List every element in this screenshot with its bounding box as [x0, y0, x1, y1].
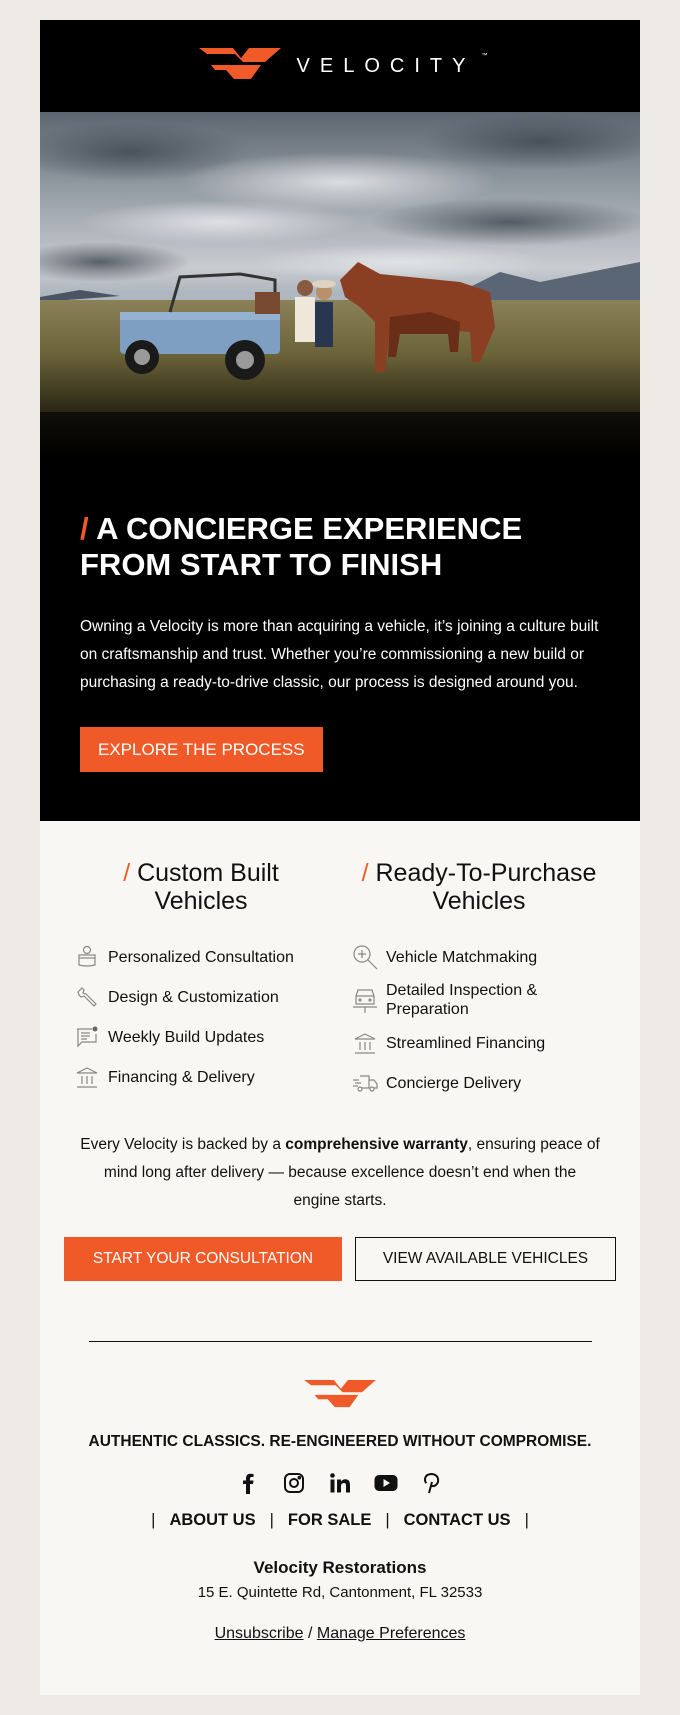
manage-preferences-link[interactable]: Manage Preferences: [316, 1625, 466, 1642]
ready-feature-list: [340, 937, 618, 1103]
trademark: ™: [481, 52, 488, 59]
view-vehicles-button[interactable]: VIEW AVAILABLE VEHICLES: [355, 1237, 616, 1281]
for-sale-link[interactable]: FOR SALE: [287, 1511, 372, 1529]
list-item: Detailed Inspection & Preparation: [340, 977, 618, 1023]
footer-tagline: AUTHENTIC CLASSICS. RE-ENGINEERED WITHOUT COMPROMISE.: [88, 1433, 592, 1450]
wrench-icon: [70, 985, 104, 1009]
custom-built-column: [62, 859, 340, 1103]
hero-image[interactable]: [40, 112, 640, 457]
accent-slash: /: [80, 511, 89, 546]
footer-divider: [89, 1341, 592, 1342]
warranty-text: Every Velocity is backed by a comprehensive warranty, ensuring peace of mind long after delivery — because excellence doesn’t end when the engine starts.: [80, 1136, 600, 1209]
list-item: Concierge Delivery: [340, 1063, 618, 1103]
brand-wordmark[interactable]: VELOCITY ™: [296, 52, 488, 77]
warranty-emphasis: comprehensive warranty: [285, 1136, 468, 1153]
linkedin-icon[interactable]: [328, 1471, 352, 1495]
pinterest-icon[interactable]: [420, 1471, 444, 1495]
bank-icon: [70, 1065, 104, 1089]
intro-section: [40, 455, 640, 821]
custom-built-title: / Custom Built Vehicles: [123, 859, 279, 915]
footer-logo[interactable]: [40, 1380, 640, 1413]
list-item: Design & Customization: [62, 977, 340, 1017]
explore-process-button[interactable]: EXPLORE THE PROCESS: [80, 727, 323, 772]
footer-nav: | ABOUT US | FOR SALE | CONTACT US |: [151, 1511, 529, 1529]
cta-row: [40, 1215, 640, 1281]
list-item: Vehicle Matchmaking: [340, 937, 618, 977]
header: [40, 20, 640, 112]
facebook-icon[interactable]: [236, 1471, 260, 1495]
bank-icon: [348, 1031, 382, 1055]
intro-body: Owning a Velocity is more than acquiring a vehicle, it’s joining a culture built on craftsmanship and trust. Whether you’re commissioning a new build or purchasing a ready-to-drive classic, our process is designed around you.: [80, 618, 599, 691]
youtube-icon[interactable]: [374, 1471, 398, 1495]
consultation-icon: [70, 945, 104, 969]
zoom-in-icon: [348, 944, 382, 970]
custom-feature-list: [62, 937, 340, 1097]
company-address: 15 E. Quintette Rd, Cantonment, FL 32533: [197, 1584, 483, 1601]
velocity-wing-logo-icon[interactable]: [199, 48, 281, 85]
velocity-wing-logo-icon: [304, 1380, 376, 1413]
intro-headline: / A CONCIERGE EXPERIENCE FROM START TO FINISH: [80, 511, 523, 582]
contact-us-link[interactable]: CONTACT US: [403, 1511, 511, 1529]
features-section: [40, 821, 640, 1103]
social-links: [40, 1471, 640, 1495]
ready-to-purchase-column: [340, 859, 618, 1103]
company-name: Velocity Restorations: [253, 1558, 427, 1577]
message-notification-icon: [70, 1025, 104, 1049]
delivery-truck-icon: [348, 1072, 382, 1094]
car-lift-icon: [348, 986, 382, 1014]
ready-to-purchase-title: / Ready-To-Purchase Vehicles: [361, 859, 597, 915]
start-consultation-button[interactable]: START YOUR CONSULTATION: [64, 1237, 342, 1281]
about-us-link[interactable]: ABOUT US: [169, 1511, 256, 1529]
instagram-icon[interactable]: [282, 1471, 306, 1495]
list-item: Financing & Delivery: [62, 1057, 340, 1097]
email-card: [40, 20, 640, 1695]
list-item: Personalized Consultation: [62, 937, 340, 977]
list-item: Weekly Build Updates: [62, 1017, 340, 1057]
subscription-links: Unsubscribe / Manage Preferences: [214, 1625, 466, 1642]
unsubscribe-link[interactable]: Unsubscribe: [214, 1625, 304, 1642]
list-item: Streamlined Financing: [340, 1023, 618, 1063]
